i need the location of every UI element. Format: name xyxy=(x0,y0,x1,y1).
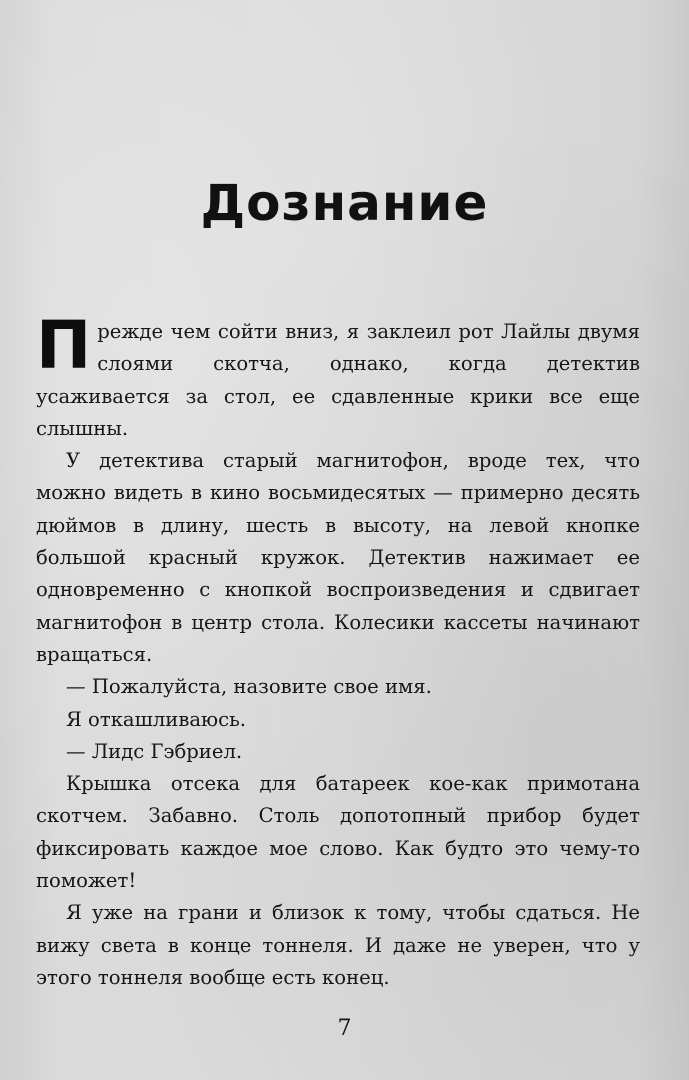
paragraph-text: режде чем сойти вниз, я заклеил рот Лайлы двумя слоями скотча, однако, когда детектив усаживается за стол, ее сдавленные крики все еще слышны. xyxy=(36,320,640,440)
paragraph-2: У детектива старый магнитофон, вроде тех, что можно видеть в кино восьмидесятых — примерно десять дюймов в длину, шесть в высоту, на левой кнопке большой красный кружок. Детектив нажимает ее одновременно с кнопкой воспроизведения и сдвигает магнитофон в центр стола. Колесики кассеты начинают вращаться. xyxy=(36,449,640,666)
chapter-title: Дознание xyxy=(200,174,489,232)
paragraph-5: — Лидс Гэбриел. xyxy=(66,739,243,763)
paragraph-6: Крышка отсека для батареек кое-как примотана скотчем. Забавно. Столь допотопный прибор будет фиксировать каждое мое слово. Как будто это чему-то поможет! xyxy=(36,772,640,893)
paragraph-4: Я откашливаюсь. xyxy=(66,707,246,731)
page-number: 7 xyxy=(337,1016,352,1041)
drop-cap: П xyxy=(36,307,92,384)
paragraph-3: — Пожалуйста, назовите свое имя. xyxy=(66,675,432,699)
chapter-body xyxy=(36,307,640,994)
paragraph-1 xyxy=(36,307,640,445)
paragraph-7: Я уже на грани и близок к тому, чтобы сдаться. Не вижу света в конце тоннеля. И даже не уверен, что у этого тоннеля вообще есть конец. xyxy=(36,901,640,989)
